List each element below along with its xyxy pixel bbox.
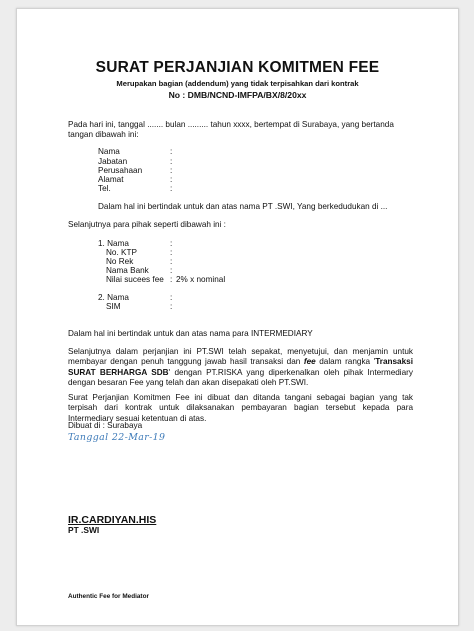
document-page xyxy=(16,8,459,626)
document-subtitle: Merupakan bagian (addendum) yang tidak terpisahkan dari kontrak xyxy=(116,79,359,88)
field-label: Tel. xyxy=(98,184,111,193)
field-separator: : xyxy=(170,147,173,156)
next-parties-text: Selanjutnya para pihak seperti dibawah ini : xyxy=(68,220,226,229)
party1-label: Nilai sucees fee xyxy=(106,275,164,284)
acting-for-text: Dalam hal ini bertindak untuk dan atas nama PT .SWI, Yang berkedudukan di ... xyxy=(98,202,388,211)
agreement-text: ' dengan PT.RISKA yang diperkenalkan oleh pihak Intermediary dengan besaran Fee yang telah dan akan disepakati oleh PT.SWI. xyxy=(68,367,413,387)
transaction-name: Transaksi SURAT BERHARGA SDB xyxy=(68,357,413,377)
agreement-paragraph xyxy=(68,347,413,388)
party1-separator: : xyxy=(170,239,173,248)
intermediary-text: Dalam hal ini bertindak untuk dan atas nama para INTERMEDIARY xyxy=(68,329,313,338)
success-fee-value: 2% x nominal xyxy=(176,275,226,284)
field-label: Jabatan xyxy=(98,157,128,166)
field-label: Perusahaan xyxy=(98,166,143,175)
party2-label: 2. Nama xyxy=(98,293,129,302)
party1-label: No Rek xyxy=(106,257,134,266)
document-number: No : DMB/NCND-IMFPA/BX/8/20xx xyxy=(168,90,307,100)
party2-label: SIM xyxy=(106,302,121,311)
closing-paragraph: Surat Perjanjian Komitmen Fee ini dibuat dan ditanda tangani sebagai bagian yang tak terpisah dari kontrak untuk dilaksanakan pembayaran bagian tersebut kepada para Intermediary sesuai ketentuan di atas. xyxy=(68,393,413,423)
party1-label: 1. Nama xyxy=(98,239,129,248)
agreement-text: Selanjutnya dalam perjanjian ini PT.SWI telah sepakat, menyetujui, dan menjamin untuk membayar dengan penuh tanggung jawab hasil transaksi dan xyxy=(68,347,413,367)
field-row xyxy=(98,147,120,157)
party1-label: Nama Bank xyxy=(106,266,149,275)
footer-note: Authentic Fee for Mediator xyxy=(68,593,149,600)
fee-emphasis: fee xyxy=(303,357,316,367)
field-row xyxy=(98,184,111,194)
signatory-name: IR.CARDIYAN.HIS xyxy=(68,514,157,526)
party1-separator: : xyxy=(170,248,173,257)
signatory-company: PT .SWI xyxy=(68,525,100,535)
document-title: SURAT PERJANJIAN KOMITMEN FEE xyxy=(95,59,380,76)
field-label: Nama xyxy=(98,147,120,156)
opening-paragraph: Pada hari ini, tanggal ....... bulan ......... tahun xxxx, bertempat di Surabaya, yang bertanda tangan dibawah ini: xyxy=(68,120,394,140)
field-separator: : xyxy=(170,175,173,184)
party2-separator: : xyxy=(170,293,173,302)
party2-separator: : xyxy=(170,302,173,311)
party1-separator: : xyxy=(170,257,173,266)
agreement-text: dalam rangka ' xyxy=(315,357,376,367)
field-separator: : xyxy=(170,157,173,166)
party1-separator: : xyxy=(170,275,173,284)
party1-label: No. KTP xyxy=(106,248,137,257)
field-separator: : xyxy=(170,166,173,175)
field-label: Alamat xyxy=(98,175,124,184)
signature-date: Tanggal 22-Mar-19 xyxy=(68,432,166,443)
party1-separator: : xyxy=(170,266,173,275)
place-text: Dibuat di : Surabaya xyxy=(68,421,143,430)
field-separator: : xyxy=(170,184,173,193)
